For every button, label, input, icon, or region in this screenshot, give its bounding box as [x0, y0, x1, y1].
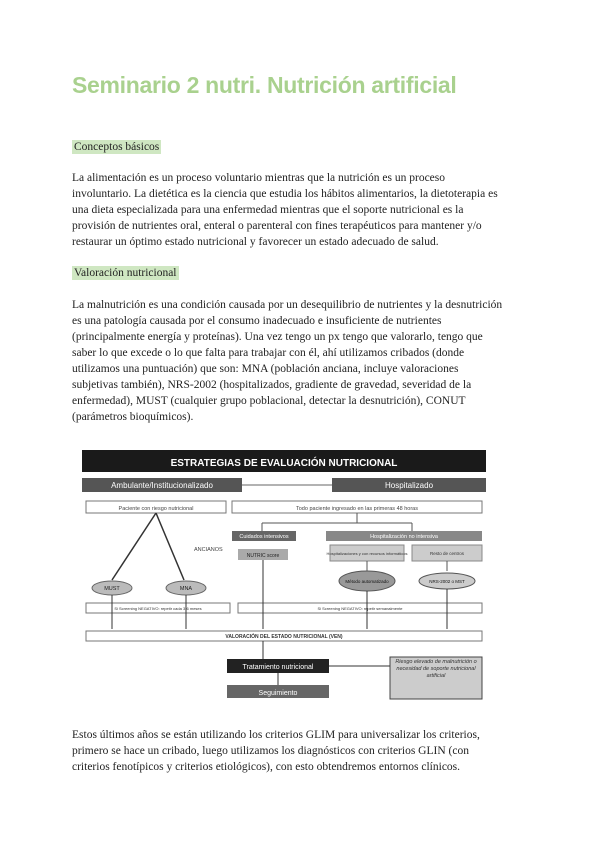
text-line: saber lo que excede o lo que falta para trabajar con él, ahí utilizamos cribados (donde — [72, 347, 465, 359]
section-heading-conceptos: Conceptos básicos — [74, 141, 160, 153]
hosp-no-int-text: Hospitalización no intensiva — [370, 534, 438, 540]
right-box-text: Todo paciente ingresado en las primeras 48 horas — [296, 506, 418, 512]
left-box-text: Paciente con riesgo nutricional — [118, 506, 194, 512]
text-line: subjetivas también), NRS-2002 (hospitalizados, gradiente de gravedad, severidad de la — [72, 379, 472, 391]
mna-text: MNA — [179, 586, 193, 592]
paragraph-conceptos — [72, 170, 532, 250]
riesgo-fo — [392, 659, 480, 697]
text-line: provisión de nutrientes oral, enteral o parenteral con fines terapéuticos para mantener y/o — [72, 220, 482, 232]
arrow-mna — [156, 513, 184, 580]
text-line: La alimentación es un proceso voluntario mientras que la nutrición es un proceso — [72, 172, 445, 184]
hosp-small2-text: Resto de centros — [429, 551, 465, 556]
text-line: involuntario. La dietética es la ciencia que estudia los hábitos alimentarios, la dietoterapia es — [72, 188, 498, 200]
text-line: La malnutrición es una condición causada por un desequilibrio de nutrientes y la desnutrición — [72, 299, 503, 311]
text-line: primero se hace un cribado, luego utilizamos los diagnósticos con criterios GLIN (con — [72, 745, 469, 757]
must-text: MUST — [104, 586, 120, 592]
cuidados-text: Cuidados intensivos — [239, 534, 289, 540]
paragraph-glim — [72, 727, 532, 775]
text-line: una dieta especializada para una enfermedad mientras que el soporte nutricional es la — [72, 204, 464, 216]
left-header: Ambulante/Institucionalizado — [111, 481, 213, 490]
page-title: Seminario 2 nutri. Nutrición artificial — [72, 72, 457, 98]
text-line: utilizamos una puntuación) que son: MNA (población anciana, incluye valoraciones — [72, 363, 459, 375]
text-line: (principalmente energía y proteínas). Una vez tengo un px tengo que valorarlo, tengo que — [72, 331, 483, 343]
text-line: restaurar un óptimo estado nutricional y favorecer un estado adecuado de salud. — [72, 236, 439, 248]
nutric-text: NUTRIC score — [246, 553, 280, 559]
tratamiento-text: Tratamiento nutricional — [242, 664, 314, 671]
text-line: (parámetros bioquímicos). — [72, 411, 194, 423]
seguimiento-text: Seguimiento — [258, 690, 298, 697]
screen-left-text: Si Screening NEGATIVO: repetir cada 3-6 meses — [114, 606, 202, 611]
text-line: enfermedad), MUST (cualquier grupo poblacional, detectar la desnutrición), CONUT — [72, 395, 466, 407]
nrs-text: NRS-2002 o MST — [429, 579, 465, 584]
metodo-text: Método automatizado — [345, 579, 389, 584]
paragraph-valoracion — [72, 297, 532, 425]
nutritional-evaluation-diagram — [72, 445, 496, 707]
riesgo-text: Riesgo elevado de malnutrición o necesidad de soporte nutricional artificial — [395, 659, 477, 679]
text-line: es una patología causada por el consumo inadecuado e insuficiente de nutrientes — [72, 315, 442, 327]
right-header: Hospitalizado — [384, 481, 434, 490]
screen-right-text: Si Screening NEGATIVO: repetir semanalmente — [317, 606, 403, 611]
hosp-small1-text: Hospitalizaciones y con recursos informáticos — [326, 551, 408, 556]
text-line: Estos últimos años se están utilizando los criterios GLIM para universalizar los criterios, — [72, 729, 480, 741]
ven-text: VALORACIÓN DEL ESTADO NUTRICIONAL (VEN) — [225, 634, 343, 640]
section-heading-valoracion: Valoración nutricional — [74, 267, 177, 279]
diagram-title: ESTRATEGIAS DE EVALUACIÓN NUTRICIONAL — [170, 458, 398, 469]
text-line: criterios fenotípicos y criterios etiológicos), con esto obtendremos entornos clínicos. — [72, 761, 461, 773]
arrow-must — [112, 513, 156, 580]
ancianos-label: ANCIANOS — [194, 547, 223, 553]
